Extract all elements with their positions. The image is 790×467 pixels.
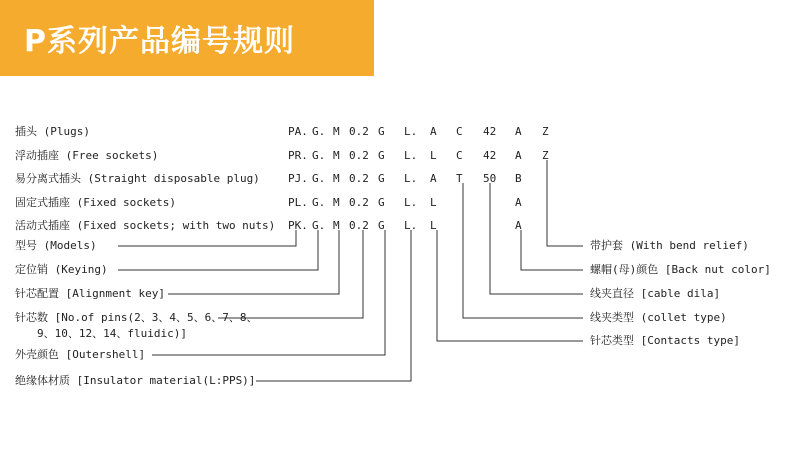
code-segment: L. [404,149,418,162]
code-segment: A [515,196,522,209]
code-segment: L. [404,172,418,185]
code-segment: 0.2 [349,149,369,162]
code-segment: G [378,125,385,138]
code-segment: L [430,196,437,209]
code-segment: M [333,219,340,232]
code-segment: L [430,219,437,232]
code-segment: M [333,172,340,185]
code-segment: G. [312,196,326,209]
key-insulator: 绝缘体材质 [Insulator material(L:PPS)] [15,374,256,387]
code-segment: G [378,149,385,162]
key-models: 型号 (Models) [15,239,97,252]
connector-keying [118,230,318,270]
code-segment: Z [542,149,549,162]
code-segment: T [456,172,463,185]
code-segment: G [378,172,385,185]
code-segment: G [378,219,385,232]
code-segment: C [456,149,463,162]
row-label: 插头 (Plugs) [15,125,90,138]
code-segment: G. [312,219,326,232]
code-segment: M [333,125,340,138]
code-segment: Z [542,125,549,138]
code-segment: G. [312,172,326,185]
code-segment: PA. [288,125,308,138]
code-segment: G [378,196,385,209]
connector-cable-dila [490,183,583,294]
code-segment: A [430,172,437,185]
code-segment: B [515,172,522,185]
code-segment: 42 [483,149,497,162]
code-segment: G. [312,149,326,162]
code-segment: 0.2 [349,125,369,138]
code-segment: L. [404,125,418,138]
key-contacts-type: 针芯类型 [Contacts type] [590,334,740,347]
code-segment: PK. [288,219,308,232]
code-segment: 0.2 [349,219,369,232]
code-segment: L [430,149,437,162]
code-segment: 0.2 [349,172,369,185]
row-label: 浮动插座 (Free sockets) [15,149,159,162]
code-segment: C [456,125,463,138]
key-cable-dila: 线夹直径 [cable dila] [590,287,721,300]
code-segment: 0.2 [349,196,369,209]
code-segment: PJ. [288,172,308,185]
code-segment: G. [312,125,326,138]
key-collet-type: 线夹类型 (collet type) [590,311,727,324]
connector-collet-type [463,183,583,318]
connector-insulator [256,230,411,381]
code-segment: 50 [483,172,497,185]
row-label: 固定式插座 (Fixed sockets) [15,196,176,209]
key-pins: 针芯数 [No.of pins(2、3、4、5、6、7、8、 [15,311,258,324]
key-keying: 定位销 (Keying) [15,263,108,276]
code-segment: 42 [483,125,497,138]
connector-contacts-type [437,230,583,341]
page-title: P系列产品编号规则 [24,24,295,59]
key-back-nut-color: 螺帽(母)颜色 [Back nut color] [590,263,771,276]
code-segment: A [515,149,522,162]
code-segment: A [430,125,437,138]
code-segment: A [515,125,522,138]
key-pins-line2: 9、10、12、14、fluidic)] [37,327,187,340]
code-segment: PL. [288,196,308,209]
connector-bend-relief [547,160,583,246]
code-segment: PR. [288,149,308,162]
code-segment: M [333,196,340,209]
key-alignment: 针芯配置 [Alignment key] [15,287,165,300]
code-segment: M [333,149,340,162]
code-segment: L. [404,196,418,209]
connector-alignment-key [168,230,339,294]
row-label: 易分离式插头 (Straight disposable plug) [15,172,260,185]
connector-pins [218,230,363,318]
key-bend-relief: 带护套 (With bend relief) [590,239,749,252]
key-outershell: 外壳颜色 [Outershell] [15,348,146,361]
row-label: 活动式插座 (Fixed sockets; with two nuts) [15,219,276,232]
connector-back-nut-color [521,230,583,270]
code-segment: L. [404,219,418,232]
code-segment: A [515,219,522,232]
